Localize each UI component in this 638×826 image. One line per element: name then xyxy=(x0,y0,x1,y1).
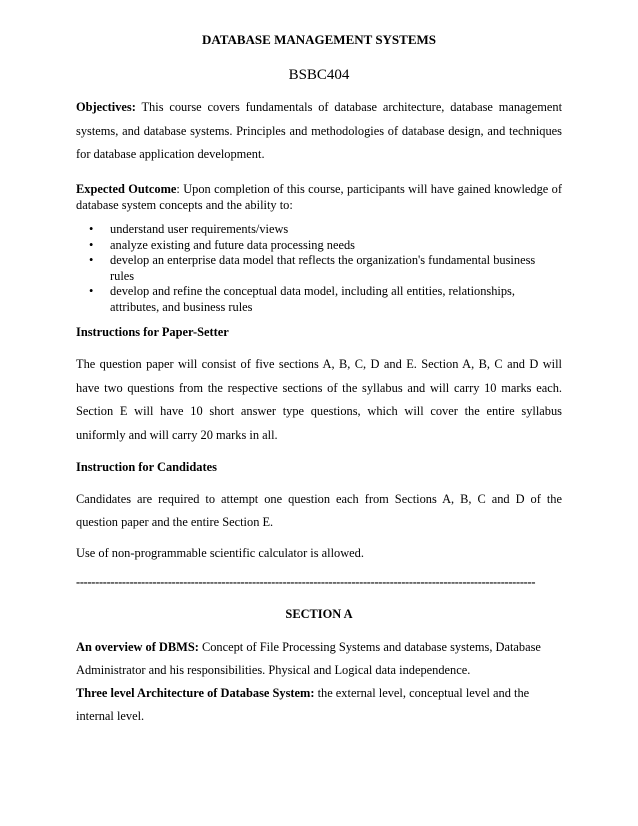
candidates-heading: Instruction for Candidates xyxy=(76,460,217,474)
three-level-label: Three level Architecture of Database System: xyxy=(76,686,315,700)
calculator-note: Use of non-programmable scientific calculator is allowed. xyxy=(76,546,364,560)
course-code: BSBC404 xyxy=(288,67,350,83)
paper-setter-line-1: The question paper will consist of five sections A, B, C, D and E. Section A, B, C and D will xyxy=(76,357,562,371)
paper-setter-line-3: Section E will have 10 short answer type questions, which will cover the entire syllabus xyxy=(76,404,562,418)
objectives-line-3: for database application development. xyxy=(76,147,265,161)
bullet-icon: • xyxy=(89,237,94,252)
expected-outcome-line-2: database system concepts and the ability to: xyxy=(76,198,293,212)
bullet-item: • develop an enterprise data model that reflects the organization's fundamental business rules xyxy=(89,253,536,283)
overview-label: An overview of DBMS: xyxy=(76,640,199,654)
objectives-line-2: systems, and database systems. Principles and methodologies of database design, and techniques xyxy=(76,124,562,138)
paper-setter-heading: Instructions for Paper-Setter xyxy=(76,325,229,339)
bullet-item: • analyze existing and future data processing needs xyxy=(89,237,355,252)
overview-line-1: An overview of DBMS: Concept of File Processing Systems and database systems, Database xyxy=(76,640,541,654)
three-level-line-2: internal level. xyxy=(76,709,145,723)
bullet-item: • develop and refine the conceptual data model, including all entities, relationships, attributes, and business rules xyxy=(89,284,515,314)
outcome-bullet-list xyxy=(76,222,562,315)
paper-setter-line-4: uniformly and will carry 20 marks in all. xyxy=(76,428,278,442)
section-a-heading: SECTION A xyxy=(285,607,353,621)
overview-line-2: Administrator and his responsibilities. Physical and Logical data independence. xyxy=(76,663,471,677)
bullet-item: • understand user requirements/views xyxy=(89,222,289,236)
bullet-icon: • xyxy=(89,284,94,298)
expected-outcome-line-1: Expected Outcome: Upon completion of this course, participants will have gained knowledge of xyxy=(76,182,562,196)
objectives-label: Objectives: xyxy=(76,100,136,114)
candidates-line-2: question paper and the entire Section E. xyxy=(76,515,274,529)
bullet-icon: • xyxy=(89,253,94,267)
section-divider: ------------------------------------------------------------------------------------------------------------------------ xyxy=(76,575,536,589)
candidates-line-1: Candidates are required to attempt one question each from Sections A, B, C and D of the xyxy=(76,492,562,506)
objectives-line-1: Objectives: This course covers fundamentals of database architecture, database management xyxy=(76,100,563,114)
three-level-line-1: Three level Architecture of Database System: the external level, conceptual level and the xyxy=(76,686,530,700)
paper-setter-line-2: have two questions from the respective sections of the syllabus and will carry 10 marks each. xyxy=(76,381,562,395)
course-title: DATABASE MANAGEMENT SYSTEMS xyxy=(201,32,437,47)
expected-outcome-label: Expected Outcome xyxy=(76,182,177,196)
bullet-icon: • xyxy=(89,222,94,236)
